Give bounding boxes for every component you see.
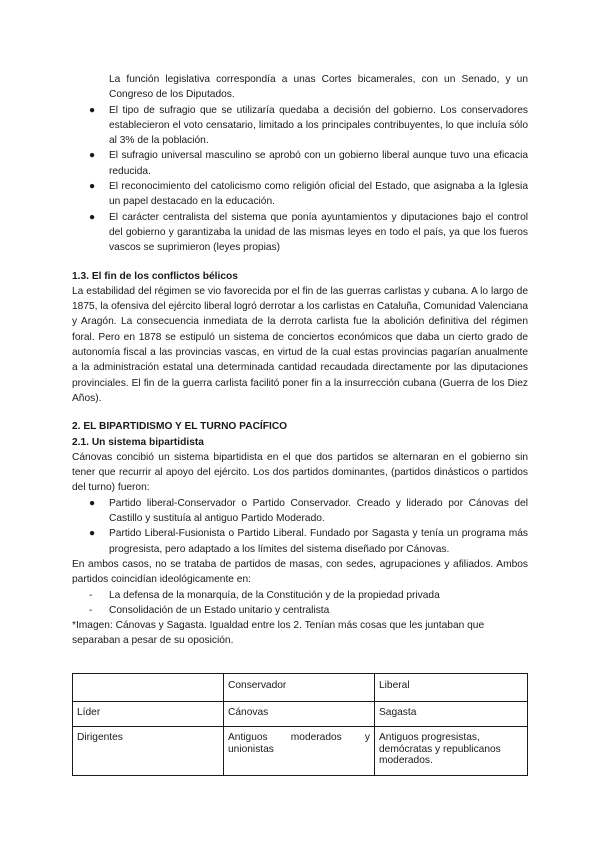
list-item-text: El carácter centralista del sistema que ponía ayuntamientos y diputaciones bajo el control del gobierno y garantizaba la unidad de las mismas leyes en todo el país, ya que los fueros vascos se suprimieron (leyes propias): [109, 211, 528, 254]
spacer: [72, 256, 528, 269]
list-item-text: El sufragio universal masculino se aprobó con un gobierno liberal aunque tuvo una eficacia reducida.: [109, 150, 528, 177]
bullet-icon: ●: [89, 181, 96, 193]
bullet-icon: ●: [89, 104, 96, 116]
section-2-heading: 2. EL BIPARTIDISMO Y EL TURNO PACÍFICO: [72, 421, 288, 433]
list-item: [72, 588, 528, 603]
table-row-label: Líder: [73, 702, 224, 727]
section-2-1-note: En ambos casos, no se trataba de partidos de masas, con sedes, agrupaciones y afiliados. Ambos partidos coincidían ideológicamente en:: [72, 558, 528, 586]
list-item: [72, 148, 528, 179]
bullet-icon: ●: [89, 497, 96, 509]
table-row: [73, 727, 528, 776]
list-item: [72, 179, 528, 210]
spacer: [72, 406, 528, 419]
intro-continuation: La función legislativa correspondía a unas Cortes bicamerales, con un Senado, y un Congreso de los Diputados.: [109, 74, 528, 101]
bullet-icon: ●: [89, 528, 96, 540]
bullet-icon: ●: [89, 211, 96, 223]
table-cell: Antiguos moderados y unionistas: [224, 727, 375, 776]
section-1-3-heading: 1.3. El fin de los conflictos bélicos: [72, 270, 238, 282]
list-item-text: Partido Liberal-Fusionista o Partido Liberal. Fundado por Sagasta y tenía un programa más progresista, pero adaptado a los límites del sistema diseñado por Cánovas.: [109, 528, 528, 555]
list-item: [72, 603, 528, 618]
list-item-text: Partido liberal-Conservador o Partido Conservador. Creado y liderado por Cánovas del Castillo y sustituía al antiguo Partido Moderado.: [109, 497, 528, 525]
list-item: [72, 103, 528, 149]
dash-icon: -: [89, 604, 93, 616]
section-1-3-body: La estabilidad del régimen se vio favorecida por el fin de las guerras carlistas y cubana. A lo largo de 1875, la ofensiva del ejército liberal logró derrotar a los carlistas en Cataluña, Comunidad Valenciana y Aragón. La consecuencia inmediata de la derrota carlista fue la abolición definitiva del régimen foral. Pero en 1878 se estipuló un sistema de conciertos económicos que daba un cierto grado de autonomía fiscal a las provincias vascas, en virtud de la cual estas provincias pagarían anualmente a la administración estatal una determinada cantidad recaudada directamente por las diputaciones provinciales. El fin de la guerra carlista facilitó poner fin a la insurrección cubana (Guerra de los Diez Años).: [72, 285, 528, 404]
dash-icon: -: [89, 589, 93, 601]
table-row: [73, 702, 528, 727]
section-2-1-subheading: 2.1. Un sistema bipartidista: [72, 436, 204, 448]
table-header-row: [73, 674, 528, 702]
parties-comparison-table: [72, 673, 528, 776]
table-cell: Sagasta: [375, 702, 528, 727]
table-cell: Antiguos progresistas, demócratas y republicanos moderados.: [375, 727, 528, 776]
bullet-icon: ●: [89, 150, 96, 162]
table-header-cell: Liberal: [375, 674, 528, 702]
section-2-1-intro: Cánovas concibió un sistema bipartidista en el que dos partidos se alternaran en el gobierno sin tener que recurrir al apoyo del ejército. Los dos partidos dominantes, (partidos dinásticos o partidos del turno) fueron:: [72, 451, 528, 494]
list-item: [72, 526, 528, 557]
common-points-dash-list: [72, 588, 528, 619]
image-note: *Imagen: Cánovas y Sagasta. Igualdad entre los 2. Tenían más cosas que les juntaban que separaban a pesar de su oposición.: [72, 620, 485, 647]
table-row-label: Dirigentes: [73, 727, 224, 776]
constitution-bullet-list: [72, 103, 528, 256]
list-item: [72, 496, 528, 527]
list-item-text: La defensa de la monarquía, de la Constitución y de la propiedad privada: [109, 589, 440, 601]
list-item-text: Consolidación de un Estado unitario y centralista: [109, 604, 330, 616]
parties-bullet-list: [72, 496, 528, 557]
list-item: [72, 210, 528, 256]
list-item-text: El reconocimiento del catolicismo como religión oficial del Estado, que asignaba a la Iglesia un papel destacado en la educación.: [109, 181, 528, 208]
table-header-cell: [73, 674, 224, 702]
list-item-text: El tipo de sufragio que se utilizaría quedaba a decisión del gobierno. Los conservadores establecieron el voto censatario, limitado a los principales contribuyentes, lo que incluía sólo al 3% de la población.: [109, 104, 528, 147]
page-content: [72, 72, 528, 649]
table-header-cell: Conservador: [224, 674, 375, 702]
table-cell: Cánovas: [224, 702, 375, 727]
